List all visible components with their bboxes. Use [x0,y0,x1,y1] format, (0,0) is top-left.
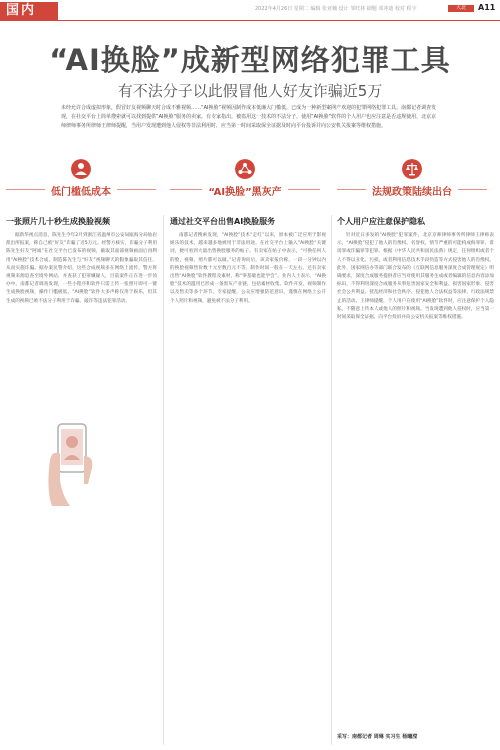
column-2-body [170,232,326,742]
hand-with-phone-illustration [44,420,100,510]
section-title: 法规政策陆续出台 [366,187,458,198]
column-3-title: 个人用户应注意保护隐私 [337,217,425,226]
column-2-title: 通过社交平台出售AI换脸服务 [170,217,276,226]
page-header [0,0,500,20]
column-3-body [337,232,494,728]
user-group-icon [71,159,91,179]
section-head-2 [170,159,320,213]
column-2-text: 南都记者搜索发现，“AI换脸”技术“走红”以来，原本被广泛应用于影视娱乐的技术，越来越多地被用于非法用途。在社交平台上输入“AI换脸”关键词，便可看到大量出售换脸服务的帖子。有卖家在帖子中表示，“可换任何人的脸，视频、照片都可以做。”记者询问后，该卖家报价称，一段一分钟以内的换脸视频售价数十元至数百元不等，制作时间一般在一天左右。还有卖家出售“AI换脸”软件教程及素材，称“零基础也能学会”。业内人士表示，“AI换脸”技术的滥用已形成一条黑灰产业链，包括素材收集、软件开发、视频制作以及售卖等多个环节。专家提醒，公众应增强防范意识，谨慎在网络上公开个人照片和视频，避免被不法分子利用。 [170,233,326,304]
section-head-3 [337,159,487,213]
section-title: 低门槛低成本 [45,187,117,198]
dateline: 2022年4月26日 星期二 编辑 张亚楠 设计 邹旺林 刷题 邓冲迪 校对 程宇 [255,6,417,12]
section-title: “AI换脸”黑灰产 [202,187,287,198]
column-1-text: 据新华视点消息，陈先生今年2月到浙江省温州市公安局瓯海分局仙岩派出所报案，称自己被“好友”诈骗了近5万元。经警方核实，诈骗分子利用陈先生好友“阿诚”在社交平台已发布的视频，截取其面部视频画面后再利用“AI换脸”技术合成，制造陈先生与“好友”视频聊天的假象骗取其信任，从而实施诈骗。据办案民警介绍，这些合成视频多在网络上流传，警方将视频来源追查至境外网站，并查获了犯罪嫌疑人，目前案件正在进一步侦办中。南都记者调查发现，一些小程序和软件只需上传一张照片即可一键生成换脸视频，操作门槛极低。“AI换脸”软件大多声称仅用于娱乐，但其生成的视频已被不法分子利用于诈骗、敲诈等违法犯罪活动。 [6,233,157,304]
header-divider [0,20,500,21]
network-icon [235,159,255,179]
column-1-title: 一张照片几十秒生成换脸视频 [6,217,110,226]
section-badge: 国内 [0,2,58,20]
section-head-1 [6,159,156,213]
subheadline: 有不法分子以此假冒他人好友诈骗近5万 [117,82,383,100]
column-3-text: 针对近日多发的“AI换脸”犯罪案件，北京京师律师事务所律师王律师表示，“AI换脸”侵犯了他人的肖像权、名誉权，情节严重的可能构成侮辱罪、诽谤罪或诈骗罪等犯罪。根据《中华人民共和国民法典》规定，任何组织或者个人不得以丑化、污损，或者利用信息技术手段伪造等方式侵害他人的肖像权。此外，国家网信办等部门联合发布的《互联网信息服务深度合成管理规定》明确要求，深度合成服务提供者应当对使用其服务生成或者编辑的信息内容添加标识，不得利用深度合成服务从事危害国家安全和利益、损害国家形象、侵害社会公共利益、扰乱经济和社会秩序、侵犯他人合法权益等法律、行政法规禁止的活动。王律师提醒，个人用户在使用“AI换脸”软件时，应注意保护个人隐私，不随意上传本人或他人的照片和视频。当发现遭到他人侵权时，应当第一时间采取保全证据、向平台投诉并向公安机关报案等维权措施。 [337,233,494,321]
column-divider [163,215,164,745]
headline: “AI换脸”成新型网络犯罪工具 [49,43,451,77]
editor-tag: 大北 [448,5,474,12]
law-icon [402,159,422,179]
page-number: A11 [478,3,496,12]
byline: 采写：南都记者 周琳 实习生 杨曦滢 [337,734,418,740]
lead-paragraph: 未经允许合成虚拟形象，假冒好友视频聊天时合成不雅视频……“AI换脸”视频因制作成本低廉大门槛低，已成为一种新型案网产欢迎的犯罪网络犯罪工具。南都记者调查发现，在社交平台上简单搜索就可以找到提供“AI换脸”服务的卖家。有专家指出，被盗用这一技术的不法分子，使用“AI换脸”软件的个人用户也应注意是否违规使用，北京京师律师事务所律师王律师提醒，当用户发现遭到他人侵权等非法利用时，应当第一时间采取保全证据及时向平台投诉并向公安机关报案等维权措施。 [61,105,437,129]
column-divider [331,215,332,745]
